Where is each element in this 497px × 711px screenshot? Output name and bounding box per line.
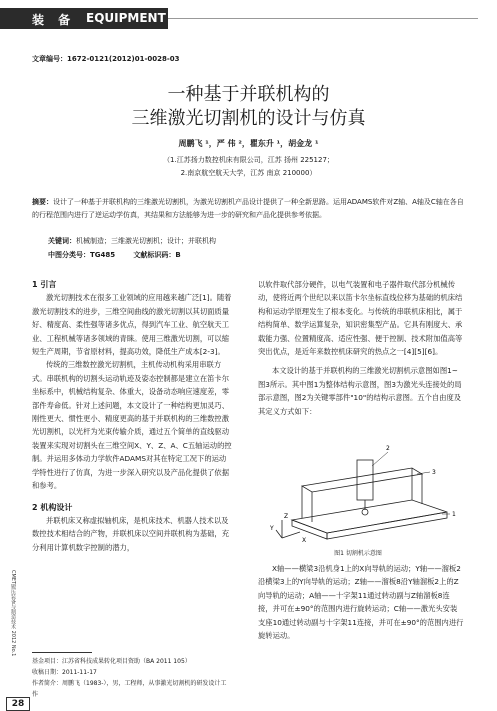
part-label-1: 1 xyxy=(452,511,456,518)
doc-code-value: B xyxy=(175,251,181,259)
axis-z-label: Z xyxy=(284,513,289,520)
axis-x-label: X xyxy=(302,537,307,544)
abstract-text: 设计了一种基于并联机构的三维激光切割机，为激光切割机产品设计提供了一种全新思路。运用ADAMS软件对Z轴、A轴及C轴在各自的行程范围内进行了逆运动学仿真，其结果和方法能够为进一步的研究和产品化提供参考依据。 xyxy=(32,198,464,219)
doc-code-label: 文献标识码： xyxy=(133,251,176,259)
part-label-3: 3 xyxy=(432,469,436,476)
header-rule xyxy=(168,18,478,19)
fund-note: 基金项目：江苏省科技成果转化项目资助（BA 2011 105） xyxy=(32,658,191,665)
received-note: 收稿日期：2011-11-17 xyxy=(32,669,97,676)
right-column-top xyxy=(258,278,464,418)
part-label-2: 2 xyxy=(386,445,390,452)
affiliation-2: 2.南京航空航天大学，江苏 南京 210000） xyxy=(180,169,317,177)
right-paragraph-1: 以软件取代部分硬件，以电气装置和电子器件取代部分机械传动，使将近两个世纪以来以笛卡尔坐标直线位移为基础的机床结构和运动学原理发生了根本变化。与传统的串联机床相比，属于结构简单、数学运算复杂，知识密集型产品。它具有刚度大、承载能力强、位置精度高、适应性强、便于控制、技术附加值高等突出优点，是近年来数控机床研究的热点之一[4][5][6]。 xyxy=(258,280,463,357)
left-paragraph-1: 激光切割技术在很多工业领域的应用越来越广泛[1]。随着激光切割技术的进步，三维空间曲线的激光切割以其切面质量好、精度高、柔性强等诸多优点，得到汽车工业、航空航天工业、工程机械等诸多领域的青睐。使用三维激光切割，可以缩短生产周期，节省原材料，提高功效，降低生产成本[2-3]。 xyxy=(32,293,232,357)
left-column xyxy=(32,278,232,554)
keywords-label: 关键词： xyxy=(48,237,76,245)
footnote-rule xyxy=(32,652,92,653)
section-1-heading: 1 引言 xyxy=(32,280,57,289)
right-paragraph-2: 本文设计的基于并联机构的三维激光切割机示意图如图1~图3所示。其中图1为整体结构示意图，图3为激光头连接处的局部示意图，图2为关键零部件"10"的结构示意图。五个自由度及其定义方式如下： xyxy=(258,366,462,416)
title-line-1: 一种基于并联机构的 xyxy=(167,84,330,105)
title-line-2: 三维激光切割机的设计与仿真 xyxy=(131,108,366,129)
z-slide xyxy=(357,460,373,500)
section-2-heading: 2 机构设计 xyxy=(32,502,73,512)
section-label-zh: 装 备 xyxy=(32,13,76,27)
left-paragraph-2: 传统的三维数控激光切割机，主机传动机构采用串联方式。串联机构的切割头运动轨迹及姿态控制都是建立在笛卡尔坐标系中，机械结构复杂、体重大，设备动态响应速度差，零部件寿命低。针对上述问题，本文设计了一种结构更加灵巧、刚性更大、惯性更小、精度更高的基于并联机构的三维数控激光切割机，以光杆为光束传输介质，通过五个简单的直线驱动装置来实现对切割头在三维空间X、Y、Z、A、C五轴运动的控制。并运用多体动力学软件ADAMS对其在特定工况下的运动学特性进行了仿真，为进一步深入研究以及产品化提供了依据和参考。 xyxy=(32,360,232,491)
page-number: 28 xyxy=(6,697,30,711)
author-note: 作者简介：周鹏飞（1983-），男，工程师，从事激光切割机的研发设计工作 xyxy=(32,680,227,698)
right-paragraph-3: X轴——横梁3沿机身1上的X向导轨的运动；Y轴——溜板2沿横梁3上的Y向导轨的运动；Z轴——溜板8沿Y轴溜板2上的Z向导轨的运动；A轴——十字架11通过转动副与Z轴溜板8连接，并可在±90°的范围内进行旋转运动；C轴——激光头安装支座10通过转动副与十字架11连接，并可在±90°的范围内进行旋转运动。 xyxy=(258,564,464,641)
clc-value: TG485 xyxy=(90,251,116,259)
right-column-bottom xyxy=(258,562,464,642)
axis-y-label: Y xyxy=(270,525,274,532)
journal-sidebar: CMET锻压装备与制造技术 2012 No.1 xyxy=(10,570,16,657)
figure-1-caption: 图1 切割机示意图 xyxy=(334,550,382,557)
section-label-en: EQUIPMENT xyxy=(86,11,166,25)
classification xyxy=(48,250,197,260)
footnotes xyxy=(32,656,232,700)
left-paragraph-3: 并联机床又称虚拟轴机床，是机床技术、机器人技术以及数控技术相结合的产物，并联机床以空间并联机构为基础，充分利用计算机数字控制的潜力， xyxy=(32,515,230,552)
affiliation-1: （1.江苏扬力数控机床有限公司，江苏 扬州 225127； xyxy=(163,156,334,164)
clc-label: 中图分类号： xyxy=(48,251,90,259)
machine-base xyxy=(292,500,447,533)
abstract xyxy=(32,196,464,222)
cross-beam xyxy=(302,468,422,492)
article-number: 文章编号：1672-0121(2012)01-0028-03 xyxy=(32,55,180,63)
figure-1-drawing xyxy=(262,438,462,546)
keywords-text: 机械制造；三维激光切割机；设计；并联机构 xyxy=(76,237,216,245)
authors: 周鹏飞 ¹，严 伟 ²，瞿东升 ¹，胡金龙 ¹ xyxy=(178,139,319,148)
keywords xyxy=(48,236,216,246)
abstract-label: 摘要： xyxy=(32,198,53,206)
